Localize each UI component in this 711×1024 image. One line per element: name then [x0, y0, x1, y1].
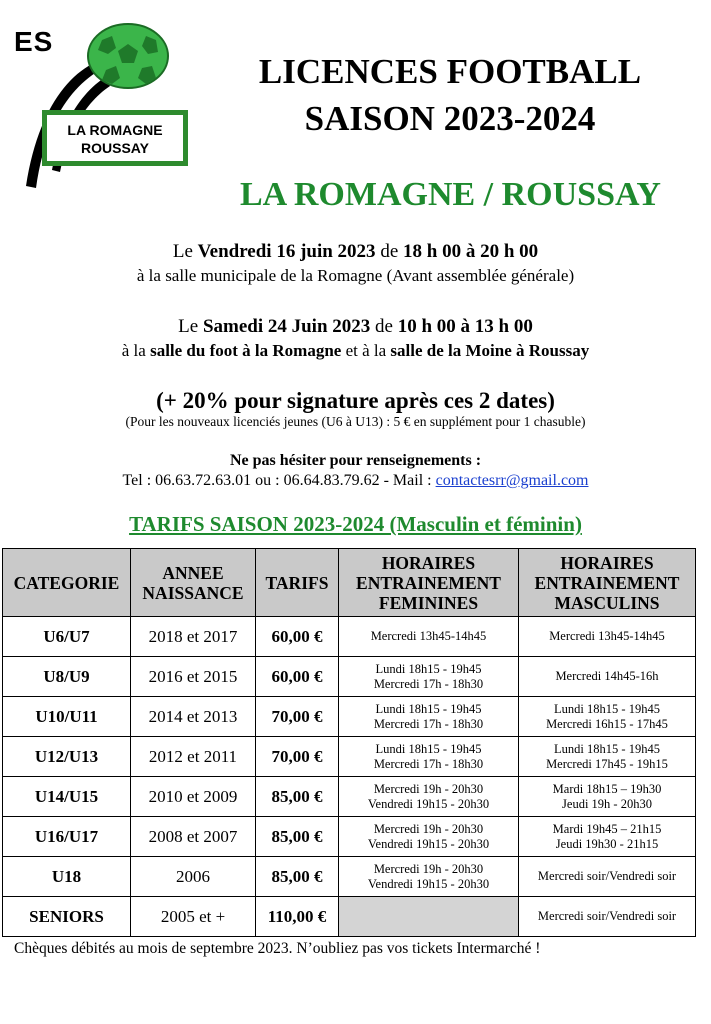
- header-birth-year: ANNEE NAISSANCE: [131, 549, 256, 617]
- schedule-line: Lundi 18h15 - 19h45: [554, 701, 660, 716]
- male-schedule-cell: [519, 737, 696, 777]
- schedule-line: Mercredi soir/Vendredi soir: [537, 909, 677, 923]
- male-schedule-cell: [519, 817, 696, 857]
- email-link[interactable]: contactesrr@gmail.com: [435, 472, 589, 489]
- schedule-line: Mercredi 14h45-16h: [555, 669, 659, 683]
- category-cell: U6/U7: [3, 617, 131, 657]
- schedule-line: Mercredi 19h - 20h30: [373, 861, 484, 876]
- contact-phones: Tel : 06.63.72.63.01 ou : 06.64.83.79.62 - Mail :: [122, 472, 436, 489]
- birth-year-cell: 2006: [131, 857, 256, 897]
- logo-line2: ROUSSAY: [81, 140, 149, 156]
- schedule-line: Mercredi 13h45-14h45: [549, 629, 665, 643]
- session1-date: Le Vendredi 16 juin 2023 de 18 h 00 à 20 h 00: [172, 241, 539, 262]
- schedule-line: Mercredi 13h45-14h45: [370, 629, 487, 643]
- category-cell: U18: [3, 857, 131, 897]
- schedule-line: Jeudi 19h30 - 21h15: [555, 836, 659, 851]
- logo-name-box: [42, 110, 188, 166]
- male-schedule-cell: [519, 897, 696, 937]
- schedule-line: Lundi 18h15 - 19h45: [554, 741, 660, 756]
- table-row: [3, 777, 696, 817]
- session2-date: Le Samedi 24 Juin 2023 de 10 h 00 à 13 h 00: [178, 316, 533, 337]
- birth-year-cell: 2014 et 2013: [131, 697, 256, 737]
- male-schedule-cell: [519, 857, 696, 897]
- category-cell: U12/U13: [3, 737, 131, 777]
- table-row: [3, 697, 696, 737]
- category-cell: U16/U17: [3, 817, 131, 857]
- birth-year-cell: 2005 et +: [131, 897, 256, 937]
- info-heading: Ne pas hésiter pour renseignements :: [229, 452, 482, 469]
- birth-year-cell: 2018 et 2017: [131, 617, 256, 657]
- female-schedule-cell: [339, 697, 519, 737]
- session2-place: à la salle du foot à la Romagne et à la salle de la Moine à Roussay: [121, 341, 590, 360]
- female-schedule-cell: [339, 657, 519, 697]
- logo-letters: ES: [14, 26, 54, 57]
- late-surcharge: (+ 20% pour signature après ces 2 dates): [156, 388, 555, 413]
- contact-line: [0, 472, 711, 490]
- male-schedule-cell: [519, 657, 696, 697]
- birth-year-cell: 2016 et 2015: [131, 657, 256, 697]
- schedule-line: Mardi 18h15 – 19h30: [552, 781, 662, 796]
- female-schedule-cell: [339, 857, 519, 897]
- tarifs-table: [2, 548, 696, 937]
- schedule-line: Mercredi 19h - 20h30: [373, 781, 484, 796]
- female-schedule-cell: [339, 817, 519, 857]
- table-row: [3, 737, 696, 777]
- male-schedule-cell: [519, 617, 696, 657]
- page-title-line1: LICENCES FOOTBALL: [258, 52, 642, 91]
- schedule-line: Lundi 18h15 - 19h45: [375, 701, 482, 716]
- birth-year-cell: 2012 et 2011: [131, 737, 256, 777]
- tarifs-heading: TARIFS SAISON 2023-2024 (Masculin et féminin): [129, 512, 582, 536]
- category-cell: U10/U11: [3, 697, 131, 737]
- club-name: LA ROMAGNE / ROUSSAY: [240, 176, 661, 213]
- schedule-line: Mercredi 17h - 18h30: [373, 756, 484, 771]
- schedule-line: Mercredi 17h - 18h30: [373, 676, 484, 691]
- schedule-line: Lundi 18h15 - 19h45: [375, 661, 482, 676]
- price-cell: 85,00 €: [256, 857, 339, 897]
- female-schedule-cell: [339, 737, 519, 777]
- page-title-line2: SAISON 2023-2024: [304, 99, 596, 138]
- table-row: [3, 897, 696, 937]
- schedule-line: Mercredi 16h15 - 17h45: [546, 716, 668, 731]
- club-logo: [14, 18, 190, 186]
- price-cell: 110,00 €: [256, 897, 339, 937]
- footer-note: Chèques débités au mois de septembre 2023. N’oubliez pas vos tickets Intermarché !: [14, 940, 541, 957]
- schedule-line: Mercredi 19h - 20h30: [373, 821, 484, 836]
- female-schedule-cell: [339, 897, 519, 937]
- price-cell: 60,00 €: [256, 617, 339, 657]
- category-cell: U8/U9: [3, 657, 131, 697]
- price-cell: 60,00 €: [256, 657, 339, 697]
- table-header-row: [3, 549, 696, 617]
- table-row: [3, 657, 696, 697]
- table-row: [3, 857, 696, 897]
- price-cell: 70,00 €: [256, 697, 339, 737]
- header-female-schedule: HORAIRES ENTRAINEMENT FEMININES: [339, 549, 519, 617]
- price-cell: 85,00 €: [256, 777, 339, 817]
- header-male-schedule: HORAIRES ENTRAINEMENT MASCULINS: [519, 549, 696, 617]
- female-schedule-cell: [339, 777, 519, 817]
- schedule-line: Lundi 18h15 - 19h45: [375, 741, 482, 756]
- schedule-line: Jeudi 19h - 20h30: [562, 796, 652, 811]
- schedule-line: Mercredi 17h45 - 19h15: [546, 756, 668, 771]
- price-cell: 85,00 €: [256, 817, 339, 857]
- schedule-line: Vendredi 19h15 - 20h30: [367, 796, 490, 811]
- schedule-line: Mardi 19h45 – 21h15: [552, 821, 662, 836]
- logo-line1: LA ROMAGNE: [67, 122, 163, 138]
- female-schedule-cell: [339, 617, 519, 657]
- session1-place: à la salle municipale de la Romagne (Avant assemblée générale): [136, 266, 575, 285]
- male-schedule-cell: [519, 777, 696, 817]
- header-price: TARIFS: [256, 549, 339, 617]
- table-row: [3, 617, 696, 657]
- birth-year-cell: 2010 et 2009: [131, 777, 256, 817]
- schedule-line: Vendredi 19h15 - 20h30: [367, 876, 490, 891]
- schedule-line: Mercredi 17h - 18h30: [373, 716, 484, 731]
- category-cell: SENIORS: [3, 897, 131, 937]
- schedule-line: Mercredi soir/Vendredi soir: [537, 869, 677, 883]
- male-schedule-cell: [519, 697, 696, 737]
- schedule-line: Vendredi 19h15 - 20h30: [367, 836, 490, 851]
- header-category: CATEGORIE: [3, 549, 131, 617]
- price-cell: 70,00 €: [256, 737, 339, 777]
- table-row: [3, 817, 696, 857]
- chasuble-note: (Pour les nouveaux licenciés jeunes (U6 à U13) : 5 € en supplément pour 1 chasuble): [125, 414, 586, 429]
- category-cell: U14/U15: [3, 777, 131, 817]
- birth-year-cell: 2008 et 2007: [131, 817, 256, 857]
- football-icon: [86, 22, 170, 90]
